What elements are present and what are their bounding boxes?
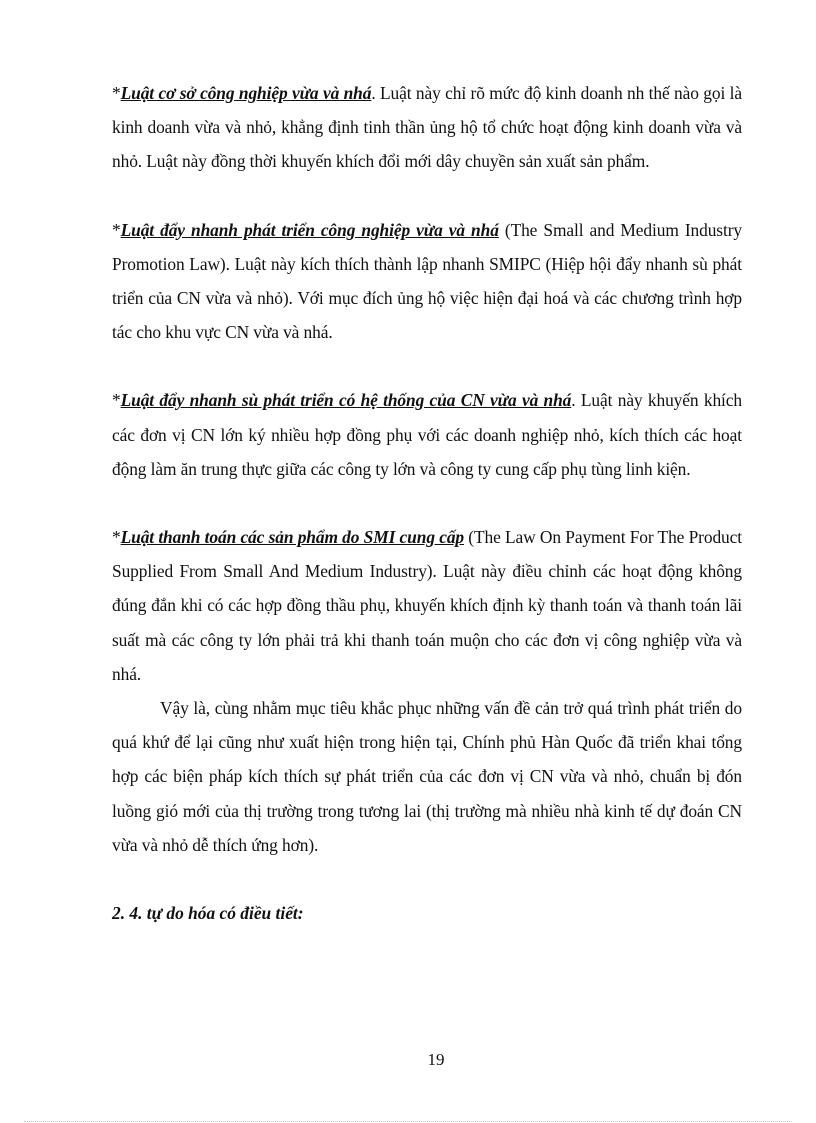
document-body — [112, 76, 742, 930]
law-description: (The Law On Payment For The Product Supplied From Small And Medium Industry). Luật này điều chỉnh các hoạt động không đúng đắn khi có các hợp đồng thầu phụ, khuyến khích định kỳ thanh toán và thanh toán lãi suất mà các công ty lớn phải trả khi thanh toán muộn cho các đơn vị công nghiệp vừa và nhá. — [112, 527, 742, 684]
law-description: (The Small and Medium Industry Promotion Law). Luật này kích thích thành lập nhanh SMIPC (Hiệp hội đẩy nhanh sù phát triển của CN vừa và nhỏ). Với mục đích ủng hộ việc hiện đại hoá và các chương trình hợp tác cho khu vực CN vừa và nhá. — [112, 219, 742, 343]
law-title: Luật đẩy nhanh sù phát triển có hệ thống của CN vừa và nhá — [120, 390, 572, 411]
law-paragraph-4 — [112, 520, 742, 691]
law-paragraph-1 — [112, 76, 742, 179]
law-title: Luật cơ sở công nghiệp vừa và nhá — [120, 83, 372, 103]
law-title: Luật thanh toán các sản phẩm do SMI cung cấp — [120, 527, 465, 548]
page-number: 19 — [427, 1050, 445, 1069]
conclusion-paragraph: Vậy là, cùng nhằm mục tiêu khắc phục những vấn đề cản trở quá trình phát triển do quá khứ để lại cũng như xuất hiện trong hiện tại, Chính phủ Hàn Quốc đã triển khai tổng hợp các biện pháp kích thích sự phát triển của các đơn vị CN vừa và nhỏ, chuẩn bị đón luồng gió mới của thị trường trong tương lai (thị trường mà nhiều nhà kinh tế dự đoán CN vừa và nhỏ dễ thích ứng hơn). — [112, 698, 742, 855]
section-heading: 2. 4. tự do hóa có điều tiết: — [112, 903, 304, 924]
law-description: . Luật này chỉ rõ mức độ kinh doanh nh thế nào gọi là kinh doanh vừa và nhỏ, khẳng định tinh thần ủng hộ tổ chức hoạt động kinh doanh vừa và nhỏ. Luật này đồng thời khuyến khích đổi mới dây chuyền sản xuất sản phẩm. — [112, 83, 742, 172]
law-description: . Luật này khuyến khích các đơn vị CN lớn ký nhiều hợp đồng phụ với các doanh nghiệp nhỏ, kích thích các hoạt động làm ăn trung thực giữa các công ty lớn và công ty cung cấp phụ tùng linh kiện. — [112, 390, 742, 479]
page-bottom-divider — [24, 1121, 792, 1122]
bullet-marker: * — [112, 527, 121, 548]
law-title: Luật đẩy nhanh phát triển công nghiệp vừa và nhá — [120, 219, 499, 240]
bullet-marker: * — [112, 83, 121, 103]
law-paragraph-2 — [112, 213, 742, 350]
law-paragraph-3 — [112, 383, 742, 486]
bullet-marker: * — [112, 390, 121, 411]
bullet-marker: * — [112, 219, 121, 240]
